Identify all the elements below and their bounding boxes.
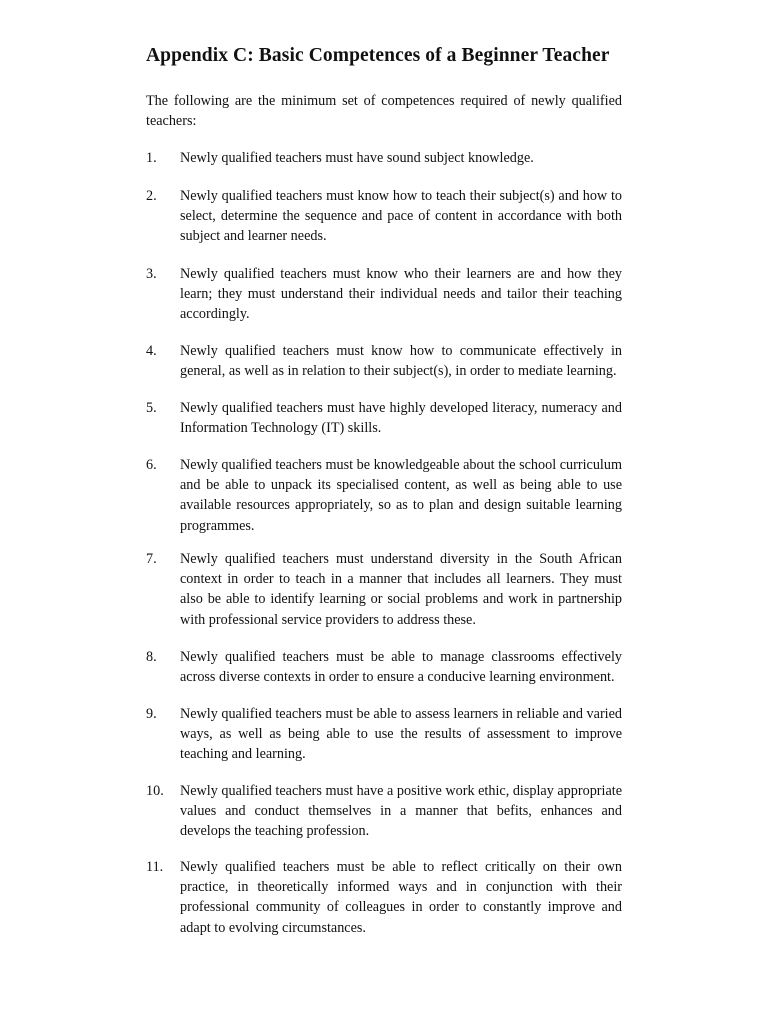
item-text: Newly qualified teachers must be able to reflect critically on their own practice, in theoretically informed ways and in conjunction with their professional community of colleagues in order to constantly improve and adapt to evolving circumstances. xyxy=(180,859,622,936)
item-text: Newly qualified teachers must be able to assess learners in reliable and varied ways, as well as being able to use the results of assessment to improve teaching and learning. xyxy=(180,706,623,763)
item-text: Newly qualified teachers must know who their learners are and how they learn; they must understand their individual needs and tailor their teaching accordingly. xyxy=(180,266,622,323)
competence-item-7 xyxy=(146,549,622,630)
item-number: 5. xyxy=(146,400,157,416)
competence-item-9 xyxy=(146,704,622,765)
item-number: 7. xyxy=(146,551,157,567)
item-number: 2. xyxy=(146,188,157,204)
competence-item-11 xyxy=(146,857,622,938)
item-text: Newly qualified teachers must know how to communicate effectively in general, as well as in relation to their subject(s), in order to mediate learning. xyxy=(180,343,622,380)
intro-paragraph: The following are the minimum set of competences required of newly qualified teachers: xyxy=(146,93,622,129)
item-number: 6. xyxy=(146,457,157,473)
item-text: Newly qualified teachers must be able to manage classrooms effectively across diverse contexts in order to ensure a conducive learning environment. xyxy=(180,649,622,686)
item-number: 10. xyxy=(146,783,164,799)
item-text: Newly qualified teachers must know how to teach their subject(s) and how to select, determine the sequence and pace of content in accordance with both subject and learner needs. xyxy=(180,188,622,245)
item-text: Newly qualified teachers must have highly developed literacy, numeracy and Information Technology (IT) skills. xyxy=(180,400,622,437)
item-text: Newly qualified teachers must understand diversity in the South African context in order to teach in a manner that includes all learners. They must also be able to identify learning or social problems and work in partnership with professional service providers to address these. xyxy=(180,551,622,628)
item-number: 8. xyxy=(146,649,157,665)
item-text: Newly qualified teachers must have sound subject knowledge. xyxy=(180,150,534,166)
item-number: 4. xyxy=(146,343,157,359)
competence-item-3 xyxy=(146,264,622,325)
competence-item-5 xyxy=(146,398,622,438)
competence-item-6 xyxy=(146,455,622,536)
item-text: Newly qualified teachers must be knowledgeable about the school curriculum and be able to unpack its specialised content, as well as being able to use available resources appropriately, so as to plan and design suitable learning programmes. xyxy=(180,457,622,534)
item-text: Newly qualified teachers must have a positive work ethic, display appropriate values and conduct themselves in a manner that befits, enhances and develops the teaching profession. xyxy=(180,783,622,840)
competence-item-8 xyxy=(146,647,622,687)
item-number: 1. xyxy=(146,150,157,166)
item-number: 9. xyxy=(146,706,157,722)
page-title: Appendix C: Basic Competences of a Beginner Teacher xyxy=(146,45,610,66)
item-number: 3. xyxy=(146,266,157,282)
competence-item-1 xyxy=(146,148,622,168)
competence-item-4 xyxy=(146,341,622,381)
item-number: 11. xyxy=(146,859,164,875)
competence-item-2 xyxy=(146,186,622,247)
competence-item-10 xyxy=(146,781,622,842)
